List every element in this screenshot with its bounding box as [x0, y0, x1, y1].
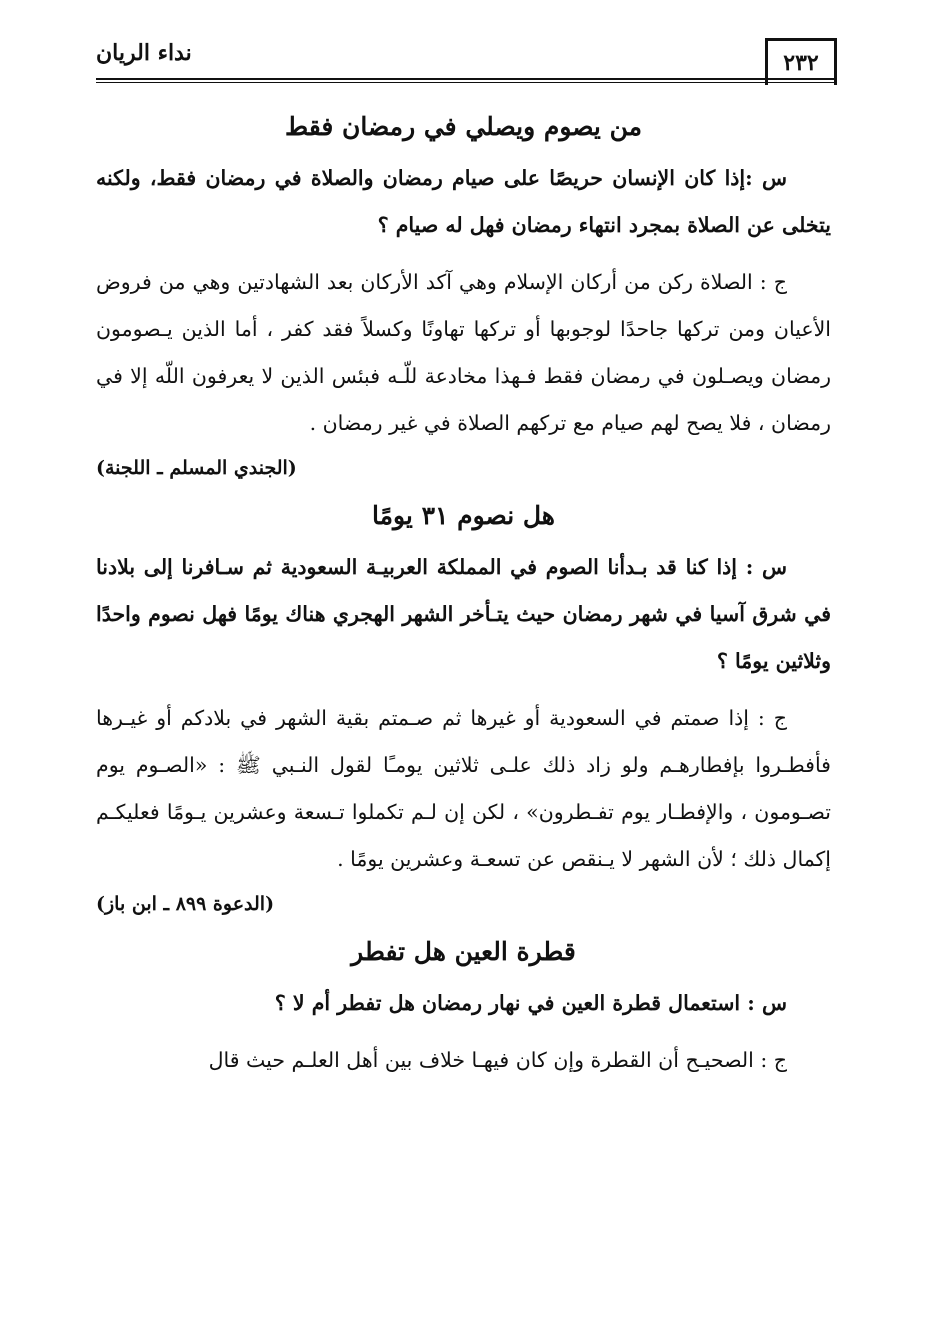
- answer-text: ج : الصلاة ركن من أركان الإسلام وهي آكد الأركان بعد الشهادتين وهي من فروض الأعيان ومن تركها جاحدًا لوجوبها أو تركها تهاونًا وكسلاً فقد كفر ، أما الذين يـصومون رمضان ويصـلون في رمضان فقط فـهذا مخادعة للّـه فبئس الذين لا يعرفون اللّه إلا في رمضان ، فلا يصح لهم صيام مع تركهم الصلاة في غير رمضان .: [96, 270, 831, 435]
- section-fasting-prayer: [96, 112, 831, 479]
- section-title: قطرة العين هل تفطر: [351, 937, 576, 966]
- question-text: س : إذا كنا قد بـدأنا الصوم في المملكة العربيـة السعودية ثم سـافرنا إلى بلادنا في شرق آسيا في شهر رمضان حيث يتـأخر الشهر الهجري هناك يومًا فهل نصوم واحدًا وثلاثين يومًا ؟: [96, 555, 831, 673]
- section-eye-drops: [96, 937, 831, 1084]
- answer-text: ج : إذا صمتم في السعودية أو غيرها ثم صـمتم بقية الشهر في بلادكم أو غيـرها فأفطـروا بإفطارهـم ولو زاد ذلك علـى ثلاثين يومـًا لقول النـبي ﷺ : «الصـوم يوم تصـومون ، والإفطـار يوم تفـطرون» ، لكن إن لـم تكملوا تـسعة وعشرين يـومًا فعليكـم إكمال ذلك ؛ لأن الشهر لا يـنقص عن تسعـة وعشرين يومًا .: [96, 706, 831, 871]
- question-text: س : استعمال قطرة العين في نهار رمضان هل تفطر أم لا ؟: [274, 991, 787, 1015]
- answer-paragraph: [96, 259, 831, 447]
- header-rule: [96, 78, 837, 83]
- source-citation: (الجندي المسلم ـ اللجنة): [96, 457, 297, 479]
- question-text: س :إذا كان الإنسان حريصًا على صيام رمضان والصلاة في رمضان فقط، ولكنه يتخلى عن الصلاة بمجرد انتهاء رمضان فهل له صيام ؟: [96, 166, 831, 237]
- page-number: ٢٣٢: [765, 38, 837, 85]
- question-paragraph: [96, 155, 831, 249]
- running-title: نداء الريان: [96, 40, 192, 66]
- page-header: [96, 28, 837, 84]
- page-content: [96, 98, 831, 1094]
- answer-paragraph: [96, 1037, 831, 1084]
- question-paragraph: [96, 980, 831, 1027]
- question-paragraph: [96, 544, 831, 685]
- source-citation: (الدعوة ٨٩٩ ـ ابن باز): [96, 893, 275, 915]
- answer-paragraph: [96, 695, 831, 883]
- section-title: من يصوم ويصلي في رمضان فقط: [284, 112, 643, 141]
- section-title: هل نصوم ٣١ يومًا: [371, 501, 555, 530]
- section-31-days: [96, 501, 831, 915]
- answer-text: ج : الصحيـح أن القطرة وإن كان فيهـا خلاف بين أهل العلـم حيث قال: [208, 1048, 787, 1072]
